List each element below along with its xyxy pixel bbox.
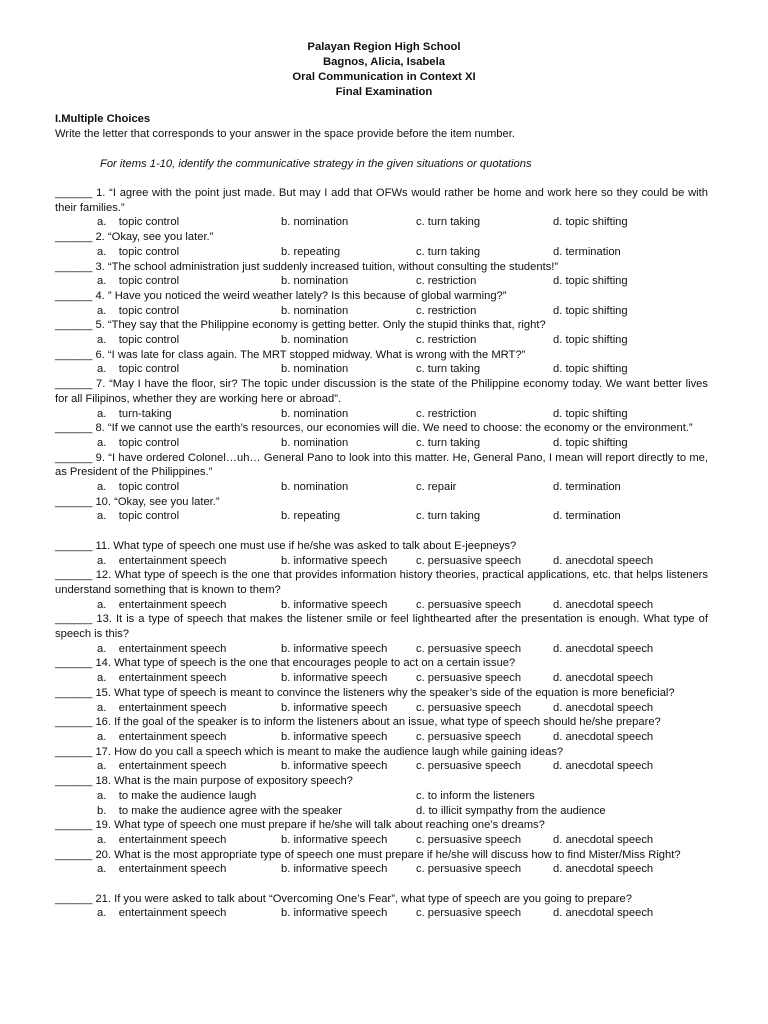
answer-option: a. entertainment speech [97, 598, 227, 611]
question-text [55, 686, 708, 701]
question-prompt: 19. What type of speech one must prepare if he/she will talk about reaching one’s dreams? [92, 819, 545, 832]
answer-option: d. termination [553, 245, 621, 258]
instruction-text: Write the letter that corresponds to your answer in the space provide before the item number. [55, 127, 515, 140]
answer-blank[interactable]: ______ [55, 892, 93, 905]
question-prompt: 10. “Okay, see you later.” [92, 495, 220, 508]
answer-option: c. persuasive speech [416, 598, 522, 611]
answer-option: c. persuasive speech [416, 642, 522, 655]
answer-option: d. termination [553, 481, 621, 494]
answer-option: c. turn taking [416, 216, 481, 229]
answer-option: d. topic shifting [553, 436, 628, 449]
question-prompt: 16. If the goal of the speaker is to inform the listeners about an issue, what type of speech should he/she prepare? [92, 716, 661, 729]
question-item [55, 495, 708, 524]
option-row [55, 833, 708, 848]
answer-option: a. entertainment speech [97, 554, 227, 567]
question-text [55, 318, 708, 333]
option-row [55, 598, 708, 613]
answer-option: c. turn taking [416, 510, 481, 523]
option-row [55, 554, 708, 569]
section-title: I.Multiple Choices [55, 113, 151, 125]
option-row [55, 730, 708, 745]
answer-option: d. anecdotal speech [553, 833, 654, 846]
answer-option: b. nomination [281, 275, 349, 288]
answer-option: b. nomination [281, 436, 349, 449]
answer-option: a. entertainment speech [97, 863, 227, 876]
question-prompt: 4. ” Have you noticed the weird weather lately? Is this because of global warming?” [92, 289, 507, 302]
question-item [55, 289, 708, 318]
question-item [55, 715, 708, 744]
answer-option: d. topic shifting [553, 407, 628, 420]
question-item [55, 612, 708, 656]
question-text [55, 656, 708, 671]
answer-blank[interactable]: ______ [55, 260, 93, 273]
option-row [55, 789, 708, 818]
answer-option: b. informative speech [281, 907, 388, 920]
answer-option: d. anecdotal speech [553, 760, 654, 773]
answer-blank[interactable]: ______ [55, 775, 93, 788]
answer-blank[interactable]: ______ [55, 539, 93, 552]
question-item [55, 318, 708, 347]
answer-blank[interactable]: ______ [55, 657, 93, 670]
answer-option: b. informative speech [281, 731, 388, 743]
answer-option: d. topic shifting [553, 275, 628, 288]
answer-option: c. persuasive speech [416, 833, 522, 846]
answer-option: c. turn taking [416, 436, 481, 449]
answer-option: c. persuasive speech [416, 863, 522, 876]
question-item [55, 892, 708, 921]
question-prompt: 11. What type of speech one must use if he/she was asked to talk about E-jeepneys? [92, 539, 517, 552]
question-item [55, 348, 708, 377]
answer-option: a. topic control [97, 216, 180, 229]
answer-option: a. turn-taking [97, 407, 172, 420]
option-row [55, 509, 708, 524]
answer-option: c. repair [416, 481, 457, 494]
answer-option: d. anecdotal speech [553, 863, 654, 876]
answer-option: d. to illicit sympathy from the audience [416, 804, 606, 817]
question-prompt: 6. “I was late for class again. The MRT stopped midway. What is wrong with the MRT?” [92, 348, 526, 361]
question-item [55, 377, 708, 421]
question-text [55, 421, 708, 436]
question-prompt: 7. “May I have the floor, sir? The topic under discussion is the state of the Philippine economy today. We want better lives for all Filipinos, whether they are working here or abroad”. [55, 378, 708, 405]
option-row [55, 642, 708, 657]
question-prompt: 17. How do you call a speech which is meant to make the audience laugh while gaining ideas? [92, 745, 564, 758]
answer-option: a. topic control [97, 363, 180, 376]
question-text [55, 892, 708, 907]
question-text [55, 495, 708, 510]
answer-blank[interactable]: ______ [55, 378, 93, 391]
answer-option: d. anecdotal speech [553, 672, 654, 685]
answer-option: c. persuasive speech [416, 760, 522, 773]
question-text [55, 715, 708, 730]
school-name: Palayan Region High School [307, 41, 461, 53]
answer-blank[interactable]: ______ [55, 848, 93, 861]
answer-option: b. nomination [281, 481, 349, 494]
question-item [55, 451, 708, 495]
answer-option: b. informative speech [281, 701, 388, 714]
option-row [55, 759, 708, 774]
answer-blank[interactable]: ______ [55, 613, 93, 626]
question-item [55, 260, 708, 289]
option-row [55, 215, 708, 230]
question-item [55, 539, 708, 568]
answer-option: d. anecdotal speech [553, 642, 654, 655]
question-text [55, 848, 708, 863]
answer-option: c. restriction [416, 334, 477, 347]
answer-option: b. nomination [281, 363, 349, 376]
option-row [55, 304, 708, 319]
answer-option: a. topic control [97, 436, 180, 449]
question-prompt: 14. What type of speech is the one that encourages people to act on a certain issue? [92, 657, 516, 670]
option-row [55, 671, 708, 686]
question-item [55, 848, 708, 877]
option-row [55, 701, 708, 716]
answer-option: b. nomination [281, 407, 349, 420]
answer-option: a. entertainment speech [97, 701, 227, 714]
question-prompt: 3. “The school administration just suddenly increased tuition, without consulting the students!” [92, 260, 559, 273]
question-prompt: 15. What type of speech is meant to convince the listeners why the speaker’s side of the equation is more beneficial? [92, 686, 675, 699]
answer-option: d. topic shifting [553, 334, 628, 347]
question-prompt: 21. If you were asked to talk about “Overcoming One’s Fear”, what type of speech are you going to prepare? [92, 892, 632, 905]
answer-option: b. to make the audience agree with the speaker [97, 804, 343, 817]
question-item [55, 186, 708, 230]
answer-option: a. topic control [97, 510, 180, 523]
question-text [55, 348, 708, 363]
answer-option: c. persuasive speech [416, 731, 522, 743]
answer-option: c. to inform the listeners [416, 789, 535, 802]
answer-option: d. anecdotal speech [553, 554, 654, 567]
option-row [55, 862, 708, 877]
answer-option: c. restriction [416, 304, 477, 317]
answer-blank[interactable]: ______ [55, 348, 93, 361]
question-text [55, 260, 708, 275]
question-prompt: 18. What is the main purpose of expository speech? [92, 775, 353, 788]
answer-option: a. entertainment speech [97, 833, 227, 846]
answer-option: d. anecdotal speech [553, 598, 654, 611]
answer-option: c. turn taking [416, 245, 481, 258]
question-item [55, 421, 708, 450]
question-prompt: 12. What type of speech is the one that provides information history theories, practical applications, etc. that helps listeners understand something that is known to them? [55, 569, 708, 596]
question-item [55, 686, 708, 715]
option-row [55, 333, 708, 348]
answer-blank[interactable]: ______ [55, 289, 93, 302]
spacer [55, 524, 708, 539]
option-row [55, 407, 708, 422]
answer-blank[interactable]: ______ [55, 495, 93, 508]
answer-option: b. informative speech [281, 760, 388, 773]
answer-option: c. turn taking [416, 363, 481, 376]
question-prompt: 8. “If we cannot use the earth’s resources, our economies will die. We need to choose: the economy or the environment.” [92, 422, 693, 435]
answer-option: a. topic control [97, 245, 180, 258]
subject-title: Oral Communication in Context XI [292, 71, 476, 83]
answer-option: d. termination [553, 510, 621, 523]
answer-option: a. topic control [97, 304, 180, 317]
spacer [55, 877, 708, 892]
answer-option: a. to make the audience laugh [97, 789, 257, 802]
question-prompt: 2. “Okay, see you later.” [92, 231, 214, 244]
option-row [55, 436, 708, 451]
question-text [55, 451, 708, 480]
question-prompt: 13. It is a type of speech that makes the listener smile or feel lighthearted after the presentation is enough. What type of speech is this? [55, 613, 708, 641]
answer-option: c. persuasive speech [416, 554, 522, 567]
answer-option: b. informative speech [281, 598, 388, 611]
question-item [55, 745, 708, 774]
question-text [55, 230, 708, 245]
answer-option: d. topic shifting [553, 363, 628, 376]
answer-blank[interactable]: ______ [55, 319, 93, 332]
answer-blank[interactable]: ______ [55, 451, 93, 464]
question-prompt: 5. “They say that the Philippine economy is getting better. Only the stupid thinks that, right? [92, 319, 546, 332]
answer-option: b. informative speech [281, 554, 388, 567]
question-prompt: 9. “I have ordered Colonel…uh… General Pano to look into this matter. He, General Pano, I mean will report directly to me, as President of the Philippines.” [55, 451, 708, 479]
authors: Bagnos, Alicia, Isabela [322, 56, 445, 68]
answer-option: c. persuasive speech [416, 701, 522, 714]
answer-option: b. informative speech [281, 863, 388, 876]
answer-option: d. anecdotal speech [553, 701, 654, 714]
option-row [55, 274, 708, 289]
items-note: For items 1-10, identify the communicative strategy in the given situations or quotations [100, 158, 532, 170]
question-item [55, 230, 708, 259]
question-text [55, 745, 708, 760]
answer-option: b. repeating [281, 245, 341, 258]
answer-option: a. entertainment speech [97, 672, 227, 685]
question-text [55, 186, 708, 215]
option-row [55, 480, 708, 495]
answer-option: d. anecdotal speech [553, 907, 654, 920]
answer-option: d. topic shifting [553, 216, 628, 229]
answer-option: a. entertainment speech [97, 642, 227, 655]
question-prompt: 1. “I agree with the point just made. But may I add that OFWs would rather be home and work here so they could be with their families.” [55, 187, 708, 214]
question-prompt: 20. What is the most appropriate type of speech one must prepare if he/she will discuss how to find Mister/Miss Right? [92, 848, 681, 861]
answer-blank[interactable]: ______ [55, 745, 93, 758]
answer-option: b. informative speech [281, 642, 388, 655]
exam-header [0, 40, 768, 100]
answer-blank[interactable]: ______ [55, 569, 93, 582]
question-item [55, 774, 708, 818]
instructions [55, 112, 715, 141]
answer-blank[interactable]: ______ [55, 422, 93, 435]
answer-option: a. entertainment speech [97, 731, 227, 743]
answer-option: b. nomination [281, 216, 349, 229]
answer-blank[interactable]: ______ [55, 686, 93, 699]
question-text [55, 289, 708, 304]
question-item [55, 568, 708, 612]
answer-option: a. entertainment speech [97, 760, 227, 773]
answer-option: b. nomination [281, 334, 349, 347]
answer-blank[interactable]: ______ [55, 231, 93, 244]
option-row [55, 362, 708, 377]
exam-title: Final Examination [335, 86, 433, 98]
question-item [55, 656, 708, 685]
answer-option: a. entertainment speech [97, 907, 227, 920]
answer-option: d. anecdotal speech [553, 731, 654, 743]
question-text [55, 818, 708, 833]
answer-blank[interactable]: ______ [55, 819, 93, 832]
answer-option: c. persuasive speech [416, 672, 522, 685]
answer-option: d. topic shifting [553, 304, 628, 317]
option-row [55, 245, 708, 260]
question-text [55, 568, 708, 597]
question-text [55, 377, 708, 406]
question-text [55, 612, 708, 641]
answer-option: c. persuasive speech [416, 907, 522, 920]
answer-option: b. repeating [281, 510, 341, 523]
answer-blank[interactable]: ______ [55, 187, 93, 199]
option-row [55, 906, 708, 921]
question-list [55, 186, 708, 921]
answer-option: a. topic control [97, 334, 180, 347]
answer-option: b. nomination [281, 304, 349, 317]
question-text [55, 539, 708, 554]
answer-option: c. restriction [416, 275, 477, 288]
answer-option: c. restriction [416, 407, 477, 420]
answer-option: b. informative speech [281, 833, 388, 846]
question-text [55, 774, 708, 789]
answer-blank[interactable]: ______ [55, 716, 93, 729]
answer-option: a. topic control [97, 481, 180, 494]
question-item [55, 818, 708, 847]
answer-option: a. topic control [97, 275, 180, 288]
answer-option: b. informative speech [281, 672, 388, 685]
